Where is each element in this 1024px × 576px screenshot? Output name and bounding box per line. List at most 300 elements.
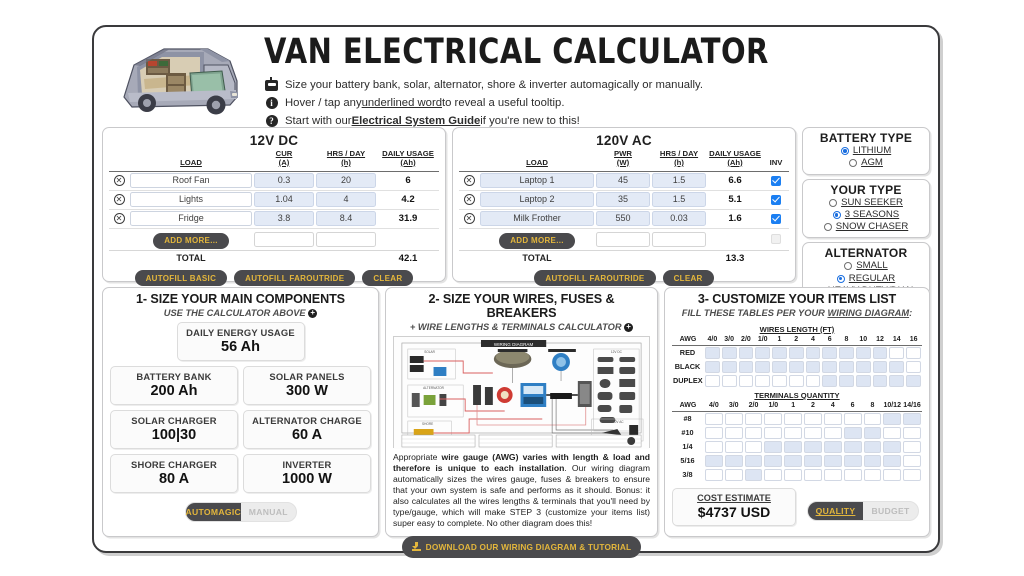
dc-load-input-2[interactable]: Fridge [130,211,252,226]
terminals-quantity-caption: TERMINALS QUANTITY [754,390,840,400]
radio-icon [824,223,832,231]
option-label: SNOW CHASER [835,221,909,233]
wire-cell[interactable] [856,375,871,387]
terminal-cell[interactable] [903,455,921,467]
table-row [672,454,922,468]
wire-cell[interactable] [739,347,754,359]
step3-subtitle-post: : [909,307,913,318]
terminals-col-10: 14/16 [902,401,922,412]
ac-remove-row-0[interactable]: ✕ [459,171,479,190]
component-label: ALTERNATOR CHARGE [252,414,362,426]
terminal-cell[interactable] [804,413,822,425]
option-label: 3 SEASONS [844,208,900,220]
bullet-text-3-post: if you're new to this! [480,114,580,127]
svg-text:ALTERNATOR: ALTERNATOR [423,385,444,390]
dc-total-row [109,251,439,266]
dc-remove-row-0[interactable]: ✕ [109,171,129,190]
component-label: INVERTER [282,458,332,470]
step1-title: 1- SIZE YOUR MAIN COMPONENTS [136,292,345,306]
wire-cell[interactable] [789,375,804,387]
ac-th-daily: DAILY USAGE (Ah) [707,150,763,171]
terminal-cell[interactable] [844,469,862,481]
wire-cell[interactable] [873,347,888,359]
wires-col-2: 2/0 [738,335,755,346]
wires-col-8: 8 [838,335,855,346]
ac-power-input-new[interactable] [596,232,650,247]
step3-subtitle [672,308,922,318]
wires-header-row [672,335,922,346]
table-row [459,171,789,190]
wire-cell[interactable] [889,361,904,373]
step2-subtitle [393,322,650,332]
wire-cell[interactable] [806,361,821,373]
dc-hours-input-1[interactable]: 4 [316,192,376,207]
download-button-label: DOWNLOAD OUR WIRING DIAGRAM & TUTORIAL [425,541,632,552]
component-grid [110,366,371,493]
option-label: REGULAR [848,272,896,284]
bullet-text-2-pre: Hover / tap any [285,96,362,109]
terminals-row-label-3-8: 3/8 [682,470,693,480]
terminal-cell[interactable] [883,455,901,467]
step2-title: 2- SIZE YOUR WIRES, FUSES & BREAKERS [428,292,615,320]
dc-th-hours: HRS / DAY (h) [315,150,377,171]
table-row [672,374,922,388]
ac-total-label: TOTAL [479,251,595,266]
alternator-charge-box[interactable] [243,410,371,449]
terminal-cell[interactable] [804,455,822,467]
terminal-cell[interactable] [764,441,782,453]
automagic-manual-toggle [185,502,297,522]
terminal-cell[interactable] [804,427,822,439]
wire-cell[interactable] [739,375,754,387]
bullet-text-2-post: to reveal a useful tooltip. [442,96,565,109]
toggle-automagic[interactable]: AUTOMAGIC [186,503,242,521]
terminal-cell[interactable] [844,413,862,425]
terminals-awg-header: AWG [672,401,704,412]
terminal-cell[interactable] [725,427,743,439]
terminals-header-row [672,401,922,412]
terminals-row-label-5-16: 5/16 [680,456,695,466]
svg-text:120V AC: 120V AC [611,419,624,424]
terminal-cell[interactable] [705,469,723,481]
svg-text:12V DC: 12V DC [610,349,622,354]
component-label: BATTERY BANK [136,370,212,382]
terminal-cell[interactable] [725,455,743,467]
dc-daily-value-2: 31.9 [377,209,439,228]
step3-title: 3- CUSTOMIZE YOUR ITEMS LIST [697,292,897,306]
your-type-heading: YOUR TYPE [830,182,902,197]
ac-table-title: 120V AC [596,133,652,148]
terminal-cell[interactable] [784,455,802,467]
underlined-word-link[interactable]: underlined word [361,96,442,109]
bullet-text-3-pre: Start with our [285,114,352,127]
bullet-text-1: Size your battery bank, solar, alternator, shore & inverter automagically or manually. [285,79,703,91]
plus-icon[interactable]: + [624,323,633,332]
terminal-cell[interactable] [883,427,901,439]
page-title: VAN ELECTRICAL CALCULATOR [264,32,769,72]
dc-autofill-faroutride-button[interactable]: AUTOFILL FAROUTRIDE [234,270,355,286]
terminal-cell[interactable] [745,427,763,439]
wire-cell[interactable] [906,361,921,373]
step3-panel [664,287,930,537]
step2-body-text [393,452,650,529]
dc-load-input-1[interactable]: Lights [130,192,252,207]
wires-length-caption: WIRES LENGTH (FT) [759,324,835,334]
wire-cell[interactable] [772,361,787,373]
daily-energy-label: DAILY ENERGY USAGE [186,326,295,338]
bullet-automagic [264,77,813,94]
svg-text:SHORE: SHORE [421,421,434,426]
electrical-system-guide-link[interactable]: Electrical System Guide [351,114,481,127]
component-label: SOLAR CHARGER [131,414,217,426]
cost-estimate-value: $4737 USD [697,503,771,520]
ac-total-value: 13.3 [707,251,763,266]
table-row [672,345,922,360]
dc-current-input-2[interactable]: 3.8 [254,211,314,226]
robot-icon [264,80,279,91]
ac-daily-value-0: 6.6 [707,171,763,190]
wire-cell[interactable] [889,347,904,359]
header-bullets [264,77,813,130]
ac-power-input-2[interactable]: 550 [596,211,650,226]
step1-panel [102,287,379,537]
wires-col-10: 12 [872,335,889,346]
terminal-cell[interactable] [804,441,822,453]
ac-inverter-checkbox-2[interactable] [771,214,781,224]
dc-current-input-new[interactable] [254,232,314,247]
step3-subtitle-pre: FILL THESE TABLES PER YOUR [681,307,828,318]
option-label: LITHIUM [852,145,892,156]
wire-cell[interactable] [705,375,720,387]
wire-cell[interactable] [822,375,837,387]
ac-hours-input-1[interactable]: 1.5 [652,192,706,207]
terminal-cell[interactable] [784,441,802,453]
dc-hours-input-new[interactable] [316,232,376,247]
terminal-cell[interactable] [725,413,743,425]
ac-load-input-0[interactable]: Laptop 1 [480,173,594,188]
table-row [109,171,439,190]
dc-daily-value-0: 6 [377,171,439,190]
toggle-quality[interactable]: QUALITY [808,502,863,520]
step2-body-post: . Our wiring diagram automatically sizes the wires gauge, fuses & breakers to ensure that your own system is safe and performs as it should. Bonus: it also calculates all the wires lengths & terminals that you'll need by type/gauge, which will make STEP 3 (customize your items list) super easy to complete. No other diagram does this! [393,462,650,528]
terminal-cell[interactable] [745,413,763,425]
ac-inverter-checkbox-new[interactable] [771,234,781,244]
terminal-cell[interactable] [745,441,763,453]
table-row [459,190,789,209]
wires-length-table [672,335,922,388]
dc-load-input-0[interactable]: Roof Fan [130,173,252,188]
ac-autofill-faroutride-button[interactable]: AUTOFILL FAROUTRIDE [534,270,655,286]
battery-type-option-lithium[interactable] [807,145,925,157]
wires-col-3: 1/0 [754,335,771,346]
wire-cell[interactable] [873,375,888,387]
terminal-cell[interactable] [864,455,882,467]
load-tables-row [94,127,938,282]
ac-hours-input-0[interactable]: 1.5 [652,173,706,188]
ac-add-more-button[interactable]: ADD MORE... [499,233,575,249]
dc-load-table [109,150,439,265]
wire-cell[interactable] [755,347,770,359]
daily-energy-usage-box [177,322,305,361]
wires-awg-header: AWG [672,335,704,346]
dc-add-row [109,228,439,251]
terminal-cell[interactable] [903,413,921,425]
terminal-cell[interactable] [745,469,763,481]
download-wiring-diagram-button[interactable] [402,536,642,558]
step2-subtitle-text: + WIRE LENGTHS & TERMINALS CALCULATOR [409,321,622,332]
wire-cell[interactable] [705,347,720,359]
solar-panels-box[interactable] [243,366,371,405]
alternator-option-regular[interactable] [807,273,925,285]
wire-cell[interactable] [772,347,787,359]
table-row [672,440,922,454]
wiring-diagram-thumbnail[interactable] [393,336,650,448]
terminal-cell[interactable] [824,455,842,467]
dc-current-input-1[interactable]: 1.04 [254,192,314,207]
terminals-quantity-table [672,401,922,482]
dc-load-table-card [102,127,446,282]
ac-power-input-0[interactable]: 45 [596,173,650,188]
dc-add-more-button[interactable]: ADD MORE... [153,233,229,249]
dc-remove-row-1[interactable]: ✕ [109,190,129,209]
wire-cell[interactable] [806,375,821,387]
terminals-col-9: 10/12 [882,401,902,412]
ac-th-power: PWR (W) [595,150,651,171]
app-window [92,25,940,553]
terminal-cell[interactable] [764,469,782,481]
wire-cell[interactable] [806,347,821,359]
ac-header-row [459,150,789,171]
dc-current-input-0[interactable]: 0.3 [254,173,314,188]
dc-remove-row-2[interactable]: ✕ [109,209,129,228]
wire-cell[interactable] [839,361,854,373]
wire-cell[interactable] [705,361,720,373]
step2-body-pre: Appropriate [393,451,442,462]
ac-inverter-checkbox-0[interactable] [771,176,781,186]
option-label: SUN SEEKER [841,196,903,208]
ac-action-buttons [459,265,789,286]
terminals-row-label-8: #8 [683,414,692,424]
wires-col-11: 14 [888,335,905,346]
terminal-cell[interactable] [883,441,901,453]
svg-text:SOLAR: SOLAR [424,349,435,354]
radio-icon [841,147,849,155]
wires-col-6: 4 [805,335,822,346]
wires-col-4: 1 [771,335,788,346]
wires-row-label-black: BLACK [674,362,701,372]
shore-charger-box[interactable] [110,454,238,493]
terminal-cell[interactable] [824,413,842,425]
terminal-cell[interactable] [725,469,743,481]
battery-type-heading: BATTERY TYPE [819,131,913,145]
wiring-diagram-link[interactable]: WIRING DIAGRAM [827,307,910,318]
toggle-manual[interactable]: MANUAL [248,506,288,517]
dc-hours-input-0[interactable]: 20 [316,173,376,188]
wires-col-7: 6 [821,335,838,346]
ac-daily-value-2: 1.6 [707,209,763,228]
ac-inverter-checkbox-1[interactable] [771,195,781,205]
wires-row-label-duplex: DUPLEX [673,376,703,386]
your-type-option-snow-chaser[interactable] [807,221,925,233]
component-value: 200 Ah [150,382,198,399]
terminals-col-0: 4/0 [704,401,724,412]
alternator-option-small[interactable] [807,260,925,272]
ac-add-row [459,228,789,251]
terminal-cell[interactable] [864,413,882,425]
terminal-cell[interactable] [903,427,921,439]
terminal-cell[interactable] [824,469,842,481]
terminal-cell[interactable] [883,413,901,425]
terminal-cell[interactable] [903,441,921,453]
terminals-col-3: 1/0 [763,401,783,412]
terminal-cell[interactable] [705,455,723,467]
terminal-cell[interactable] [784,469,802,481]
wire-cell[interactable] [755,361,770,373]
plus-icon[interactable]: + [308,309,317,318]
step2-panel [385,287,658,552]
terminal-cell[interactable] [864,441,882,453]
wire-cell[interactable] [722,361,737,373]
question-icon: ? [264,115,279,127]
ac-remove-row-1[interactable]: ✕ [459,190,479,209]
steps-row [94,282,938,552]
wire-cell[interactable] [722,347,737,359]
step1-subtitle [110,308,371,318]
dc-hours-input-2[interactable]: 8.4 [316,211,376,226]
terminals-col-1: 3/0 [724,401,744,412]
inverter-box[interactable] [243,454,371,493]
your-type-option-3-seasons[interactable] [807,209,925,221]
table-row [109,209,439,228]
wire-cell[interactable] [889,375,904,387]
battery-bank-box[interactable] [110,366,238,405]
wire-cell[interactable] [722,375,737,387]
terminal-cell[interactable] [804,469,822,481]
table-row [672,360,922,374]
ac-power-input-1[interactable]: 35 [596,192,650,207]
terminal-cell[interactable] [764,413,782,425]
info-icon: i [264,97,279,109]
dc-action-buttons [109,265,439,286]
ac-th-load: LOAD [479,150,595,171]
terminals-row-label-1-4: 1/4 [682,442,693,452]
terminal-cell[interactable] [824,427,842,439]
battery-type-card [802,127,930,175]
terminals-col-6: 4 [823,401,843,412]
table-row [672,468,922,482]
terminal-cell[interactable] [705,413,723,425]
daily-energy-value: 56 Ah [221,338,260,355]
terminals-col-4: 1 [783,401,803,412]
component-value: 100|30 [151,426,197,443]
terminal-cell[interactable] [883,469,901,481]
dc-header-row [109,150,439,171]
dc-th-current: CUR (A) [253,150,315,171]
wire-cell[interactable] [856,347,871,359]
wire-cell[interactable] [772,375,787,387]
terminal-cell[interactable] [864,427,882,439]
terminal-cell[interactable] [903,469,921,481]
table-row [109,190,439,209]
ac-remove-row-2[interactable]: ✕ [459,209,479,228]
wires-col-5: 2 [788,335,805,346]
options-column [802,127,930,282]
terminal-cell[interactable] [725,441,743,453]
dc-total-value: 42.1 [377,251,439,266]
component-label: SHORE CHARGER [131,458,217,470]
battery-type-option-agm[interactable] [807,157,925,169]
step2-body-bold: wire gauge (AWG) varies with length & load and therefore is unique to each installation [393,451,650,473]
wire-cell[interactable] [822,347,837,359]
wire-cell[interactable] [789,361,804,373]
radio-icon [829,199,837,207]
alternator-heading: ALTERNATOR [824,246,908,261]
terminal-cell[interactable] [864,469,882,481]
ac-th-remove [459,150,479,171]
terminal-cell[interactable] [705,427,723,439]
svg-text:WIRING DIAGRAM: WIRING DIAGRAM [493,341,534,347]
step1-subtitle-text: USE THE CALCULATOR ABOVE [163,307,306,318]
terminals-col-5: 2 [803,401,823,412]
component-value: 1000 W [282,470,332,487]
solar-charger-box[interactable] [110,410,238,449]
wire-cell[interactable] [789,347,804,359]
dc-table-title: 12V DC [249,133,299,148]
terminal-cell[interactable] [784,413,802,425]
wires-row-label-red: RED [679,348,696,358]
ac-clear-button[interactable]: CLEAR [663,270,714,286]
cost-estimate-row [672,488,922,526]
terminal-cell[interactable] [764,427,782,439]
wire-cell[interactable] [906,347,921,359]
ac-load-input-1[interactable]: Laptop 2 [480,192,594,207]
dc-clear-button[interactable]: CLEAR [362,270,413,286]
terminal-cell[interactable] [844,441,862,453]
ac-hours-input-2[interactable]: 0.03 [652,211,706,226]
wires-col-12: 16 [905,335,922,346]
terminal-cell[interactable] [844,427,862,439]
component-value: 80 A [158,470,190,487]
terminal-cell[interactable] [764,455,782,467]
radio-icon [844,262,852,270]
ac-hours-input-new[interactable] [652,232,706,247]
terminals-row-label-10: #10 [681,428,694,438]
terminal-cell[interactable] [784,427,802,439]
dc-th-daily: DAILY USAGE (Ah) [377,150,439,171]
wire-cell[interactable] [906,375,921,387]
wire-cell[interactable] [755,375,770,387]
terminal-cell[interactable] [705,441,723,453]
table-row [672,426,922,440]
wire-cell[interactable] [839,347,854,359]
wire-cell[interactable] [739,361,754,373]
ac-load-input-2[interactable]: Milk Frother [480,211,594,226]
terminal-cell[interactable] [745,455,763,467]
van-cutaway-icon [104,35,254,127]
terminal-cell[interactable] [824,441,842,453]
terminal-cell[interactable] [844,455,862,467]
dc-autofill-basic-button[interactable]: AUTOFILL BASIC [135,270,228,286]
dc-daily-value-1: 4.2 [377,190,439,209]
your-type-option-sun-seeker[interactable] [807,197,925,209]
wire-cell[interactable] [856,361,871,373]
wire-cell[interactable] [822,361,837,373]
radio-icon [833,211,841,219]
wire-cell[interactable] [839,375,854,387]
wire-cell[interactable] [873,361,888,373]
toggle-budget[interactable]: BUDGET [871,506,910,517]
component-value: 300 W [286,382,328,399]
